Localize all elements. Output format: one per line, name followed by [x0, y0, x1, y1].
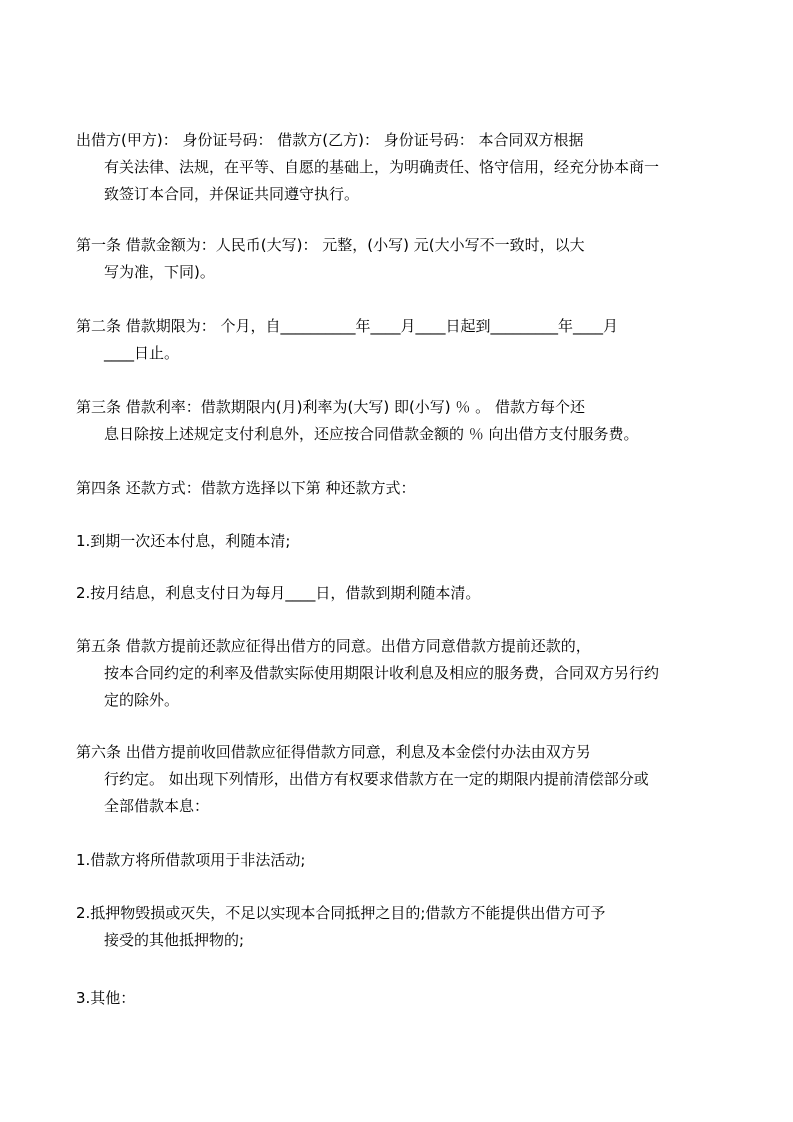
paragraph-line: 2.抵押物毁损或灭失，不足以实现本合同抵押之目的;借款方不能提供出借方可予	[76, 904, 606, 922]
paragraph-parties	[76, 127, 704, 208]
paragraph-article-3	[76, 394, 704, 448]
paragraph-line: ____日止。	[104, 344, 180, 362]
paragraph-article-2	[76, 313, 704, 367]
paragraph-line: 2.按月结息，利息支付日为每月____日，借款到期利随本清。	[76, 584, 481, 602]
paragraph-line: 行约定。 如出现下列情形，出借方有权要求借款方在一定的期限内提前清偿部分或	[104, 770, 649, 788]
paragraph-line: 全部借款本息：	[104, 797, 210, 815]
paragraph-article-4	[76, 475, 704, 502]
paragraph-line: 3.其他：	[76, 989, 136, 1007]
paragraph-article-1	[76, 232, 704, 286]
paragraph-line: 第四条 还款方式：借款方选择以下第 种还款方式：	[76, 479, 416, 497]
paragraph-line: 写为准，下同)。	[104, 263, 215, 281]
paragraph-line: 第二条 借款期限为： 个月，自__________年____月____日起到_________年____月	[76, 317, 619, 335]
paragraph-recall-case-2	[76, 900, 704, 954]
paragraph-line: 第三条 借款利率：借款期限内(月)利率为(大写) 即(小写) ％ 。 借款方每个还	[76, 398, 585, 416]
paragraph-repayment-option-2	[76, 580, 704, 607]
paragraph-line: 致签订本合同，并保证共同遵守执行。	[104, 185, 360, 203]
paragraph-recall-case-3	[76, 985, 704, 1012]
paragraph-article-5	[76, 633, 704, 714]
paragraph-line: 息日除按上述规定支付利息外，还应按合同借款金额的 ％ 向出借方支付服务费。	[104, 425, 639, 443]
paragraph-line: 第六条 出借方提前收回借款应征得借款方同意，利息及本金偿付办法由双方另	[76, 743, 591, 761]
paragraph-line: 第一条 借款金额为：人民币(大写)： 元整，(小写) 元(大小写不一致时，以大	[76, 236, 585, 254]
paragraph-line: 定的除外。	[104, 691, 180, 709]
paragraph-line: 出借方(甲方)： 身份证号码： 借款方(乙方)： 身份证号码： 本合同双方根据	[76, 131, 584, 149]
paragraph-line: 1.借款方将所借款项用于非法活动;	[76, 851, 306, 869]
paragraph-line: 接受的其他抵押物的;	[104, 931, 245, 949]
paragraph-repayment-option-1	[76, 528, 704, 555]
paragraph-line: 有关法律、法规，在平等、自愿的基础上，为明确责任、恪守信用，经充分协本商一	[104, 158, 660, 176]
paragraph-article-6	[76, 739, 704, 820]
paragraph-line: 第五条 借款方提前还款应征得出借方的同意。出借方同意借款方提前还款的，	[76, 637, 591, 655]
paragraph-line: 按本合同约定的利率及借款实际使用期限计收利息及相应的服务费，合同双方另行约	[104, 664, 660, 682]
paragraph-recall-case-1	[76, 847, 704, 874]
paragraph-line: 1.到期一次还本付息，利随本清;	[76, 532, 291, 550]
